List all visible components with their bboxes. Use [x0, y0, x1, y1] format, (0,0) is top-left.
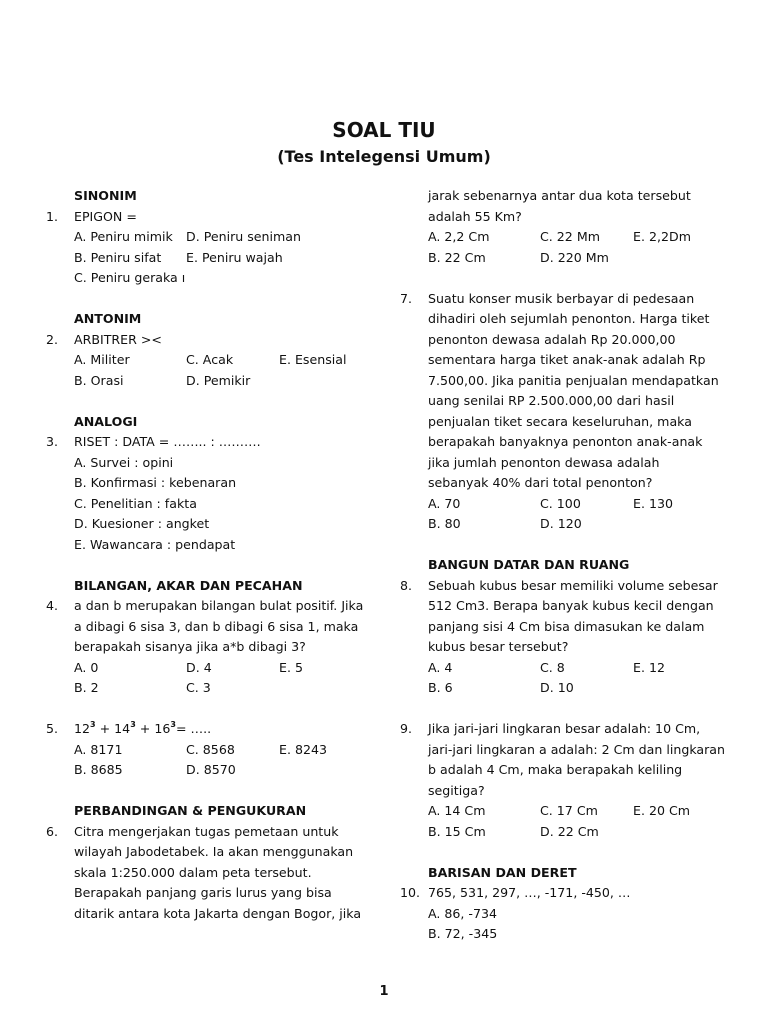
- answer-option: D. 22 Cm: [540, 823, 599, 839]
- question-text: RISET : DATA = …….. : ……….: [74, 434, 261, 449]
- question-line: jika jumlah penonton dewasa adalah: [428, 454, 660, 470]
- question-text: [74, 596, 368, 658]
- answer-option: A. Survei : opini: [74, 454, 174, 470]
- answer-option: D. 220 Mm: [540, 249, 609, 265]
- answer-option: E. 20 Cm: [633, 803, 691, 818]
- answer-option: E. 130: [633, 495, 674, 511]
- answer-option: E. 12: [633, 659, 665, 675]
- question-line: Suatu konser musik berbayar di pedesaan: [428, 290, 695, 306]
- answer-option: E. 8243: [279, 741, 328, 757]
- section-heading-bilangan: BILANGAN, AKAR DAN PECAHAN: [74, 577, 303, 593]
- answer-option: B. Orasi: [74, 372, 124, 388]
- answer-option: E. 2,2Dm: [633, 229, 691, 244]
- answer-option: A. Militer: [74, 352, 130, 367]
- question-text: [428, 186, 726, 227]
- question-text: EPIGON =: [74, 208, 137, 224]
- question-7: [400, 289, 726, 494]
- answer-option: B. 72, -345: [428, 926, 498, 941]
- answer-options-q9: [400, 801, 726, 842]
- question-number: 9.: [400, 721, 413, 736]
- exponent: 3: [170, 720, 176, 729]
- question-3: [46, 432, 368, 453]
- question-line: wilayah Jabodetabek. Ia akan menggunakan: [74, 844, 354, 859]
- exponent: 3: [90, 720, 96, 729]
- question-line: uang senilai RP 2.500.000,00 dari hasil: [428, 393, 675, 408]
- question-line: 7.500,00. Jika panitia penjualan mendapatkan: [428, 372, 719, 388]
- answer-option: E. 5: [279, 659, 303, 675]
- question-number: 2.: [46, 331, 59, 347]
- question-line: adalah 55 Km?: [428, 208, 522, 224]
- answer-options-q7: [400, 494, 726, 535]
- question-10: [400, 883, 726, 904]
- answer-options-q2: [46, 350, 368, 391]
- answer-option: C. 8568: [186, 741, 235, 757]
- math-term: + 16: [135, 721, 171, 736]
- left-column: [46, 186, 368, 924]
- question-line: segitiga?: [428, 782, 485, 798]
- question-line: penjualan tiket secara keseluruhan, maka: [428, 413, 692, 429]
- question-line: panjang sisi 4 Cm bisa dimasukan ke dalam: [428, 618, 705, 634]
- answer-option: D. Peniru seniman: [186, 229, 301, 244]
- answer-options-q6: [400, 227, 726, 268]
- answer-option: A. 2,2 Cm: [428, 229, 490, 244]
- section-heading-antonim: ANTONIM: [74, 311, 142, 326]
- answer-option: B. 2: [74, 680, 99, 695]
- question-line: a dibagi 6 sisa 3, dan b dibagi 6 sisa 1, maka: [74, 618, 359, 634]
- page-number: 1: [379, 984, 389, 999]
- question-line: kubus besar tersebut?: [428, 639, 569, 654]
- answer-option: D. 4: [186, 659, 212, 675]
- question-text: [428, 719, 726, 801]
- question-text: [428, 576, 726, 658]
- question-number: 3.: [46, 434, 59, 449]
- math-term: + 14: [95, 721, 131, 736]
- exponent: 3: [130, 720, 136, 729]
- answer-option: A. 8171: [74, 741, 123, 757]
- question-line: jarak sebenarnya antar dua kota tersebut: [428, 188, 691, 203]
- answer-option: A. 70: [428, 495, 461, 511]
- answer-options-q10: [400, 904, 726, 945]
- question-line: sebanyak 40% dari total penonton?: [428, 475, 653, 490]
- answer-option: B. 22 Cm: [428, 249, 486, 265]
- section-heading-analogi: ANALOGI: [74, 413, 138, 429]
- question-text: [74, 719, 368, 740]
- math-term: 12: [74, 721, 91, 736]
- question-line: jari-jari lingkaran a adalah: 2 Cm dan lingkaran: [428, 741, 725, 757]
- answer-option: D. 120: [540, 516, 582, 531]
- question-line: dihadiri oleh sejumlah penonton. Harga tiket: [428, 311, 710, 326]
- answer-option: C. 17 Cm: [540, 803, 598, 818]
- question-1: [46, 207, 368, 228]
- question-line: b adalah 4 Cm, maka berapakah keliling: [428, 762, 683, 777]
- question-line: Jika jari-jari lingkaran besar adalah: 10 Cm,: [428, 721, 701, 736]
- answer-option: C. 3: [186, 680, 211, 695]
- question-line: 512 Cm3. Berapa banyak kubus kecil dengan: [428, 598, 714, 613]
- answer-option: B. 8685: [74, 762, 123, 777]
- question-6-continued: [400, 186, 726, 227]
- answer-option: C. Acak: [186, 352, 234, 367]
- answer-option: A. 4: [428, 659, 453, 675]
- question-8: [400, 576, 726, 658]
- answer-option: C. 8: [540, 659, 565, 675]
- answer-option: B. 80: [428, 516, 461, 531]
- question-line: a dan b merupakan bilangan bulat positif. Jika: [74, 598, 364, 613]
- question-line: berapakah sisanya jika a*b dibagi 3?: [74, 639, 306, 654]
- answer-option: A. 14 Cm: [428, 803, 486, 818]
- question-text: [428, 289, 726, 494]
- answer-option: D. Kuesioner : angket: [74, 516, 210, 531]
- answer-options-q8: [400, 658, 726, 699]
- answer-option: A. Peniru mimik: [74, 229, 173, 244]
- question-line: penonton dewasa adalah Rp 20.000,00: [428, 331, 676, 347]
- answer-option: A. 86, -734: [428, 905, 498, 921]
- section-heading-bangun: BANGUN DATAR DAN RUANG: [428, 557, 630, 572]
- question-4: [46, 596, 368, 658]
- question-5: [46, 719, 368, 740]
- answer-option: C. 100: [540, 495, 581, 511]
- question-line: skala 1:250.000 dalam peta tersebut.: [74, 864, 312, 880]
- question-number: 8.: [400, 577, 413, 593]
- answer-option: E. Peniru wajah: [186, 249, 283, 265]
- question-number: 7.: [400, 290, 413, 306]
- answer-option: E. Wawancara : pendapat: [74, 536, 236, 552]
- question-text: ARBITRER ><: [74, 331, 162, 347]
- answer-option: E. Esensial: [279, 352, 347, 367]
- answer-option: B. Konfirmasi : kebenaran: [74, 475, 237, 490]
- question-text: 765, 531, 297, …, -171, -450, …: [428, 885, 631, 900]
- answer-option: D. Pemikir: [186, 372, 251, 388]
- answer-option: C. Penelitian : fakta: [74, 495, 197, 511]
- question-number: 4.: [46, 598, 59, 613]
- answer-options-q1: [46, 227, 368, 289]
- math-term: = …..: [175, 721, 212, 736]
- right-column: [400, 186, 726, 945]
- section-heading-barisan: BARISAN DAN DERET: [428, 864, 577, 880]
- answer-options-q5: [46, 740, 368, 781]
- question-number: 5.: [46, 721, 59, 736]
- question-9: [400, 719, 726, 801]
- section-heading-sinonim: SINONIM: [74, 188, 137, 203]
- document-title: SOAL TIU: [332, 118, 436, 142]
- answer-options-q3: [46, 453, 368, 556]
- answer-option: D. 10: [540, 680, 574, 695]
- question-number: 10.: [400, 885, 421, 900]
- answer-option: B. 6: [428, 680, 453, 695]
- section-heading-perbandingan: PERBANDINGAN & PENGUKURAN: [74, 803, 307, 818]
- answer-option: B. 15 Cm: [428, 823, 486, 839]
- answer-option: A. 0: [74, 659, 99, 675]
- answer-option: C. Peniru geraka ı: [74, 270, 186, 285]
- document-subtitle: (Tes Intelegensi Umum): [277, 147, 491, 166]
- question-number: 1.: [46, 208, 59, 224]
- question-line: sementara harga tiket anak-anak adalah Rp: [428, 352, 706, 367]
- question-6: [46, 822, 368, 925]
- question-number: 6.: [46, 823, 59, 839]
- answer-options-q4: [46, 658, 368, 699]
- answer-option: B. Peniru sifat: [74, 249, 162, 265]
- question-line: Citra mengerjakan tugas pemetaan untuk: [74, 823, 339, 839]
- question-line: berapakah banyaknya penonton anak-anak: [428, 434, 703, 449]
- question-line: ditarik antara kota Jakarta dengan Bogor, jika: [74, 905, 362, 921]
- answer-option: D. 8570: [186, 762, 236, 777]
- answer-option: C. 22 Mm: [540, 229, 600, 244]
- question-2: [46, 330, 368, 351]
- question-text: [74, 822, 368, 925]
- question-line: Sebuah kubus besar memiliki volume sebesar: [428, 577, 718, 593]
- question-line: Berapakah panjang garis lurus yang bisa: [74, 885, 332, 900]
